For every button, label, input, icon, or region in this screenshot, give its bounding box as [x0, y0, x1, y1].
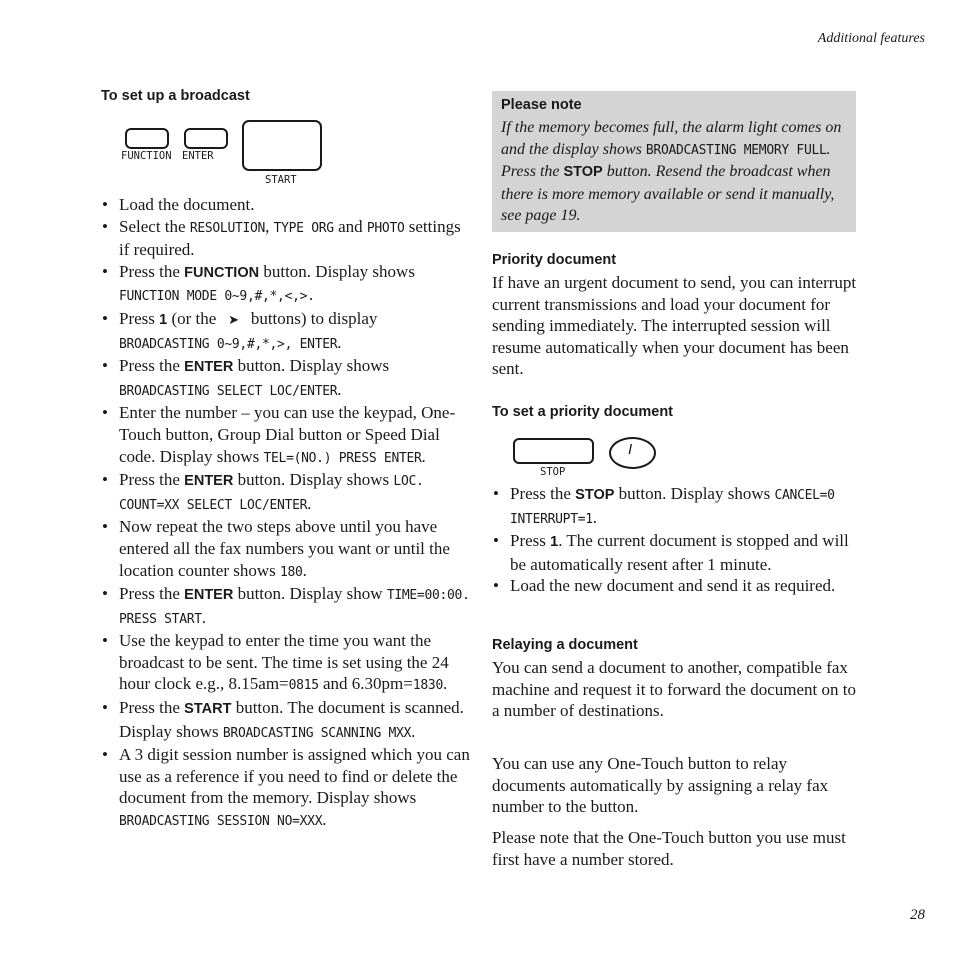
list-item: • Load the document.: [101, 194, 471, 216]
start-button-icon: [242, 120, 322, 171]
running-header: Additional features: [817, 31, 925, 46]
set-priority-heading: To set a priority document: [492, 404, 674, 420]
relay-paragraph-2: You can use any One-Touch button to relay documents automatically by assigning a relay fax number to the button.: [492, 754, 829, 817]
relay-heading: Relaying a document: [492, 637, 638, 653]
list-item: • Select the RESOLUTION, TYPE ORG and PHOTO settings if required.: [101, 216, 471, 261]
list-item: • A 3 digit session number is assigned which you can use as a reference if you need to find or delete the document from the memory. Display shows BROADCASTING SESSION NO=XXX.: [101, 744, 471, 832]
start-button-label: START: [265, 174, 297, 186]
please-note-box: [492, 91, 856, 232]
list-item: • Press the FUNCTION button. Display shows FUNCTION MODE 0~9,#,*,<,>.: [101, 261, 471, 308]
list-item: • Press the STOP button. Display shows CANCEL=0 INTERRUPT=1.: [492, 483, 862, 530]
enter-button-icon: [184, 128, 228, 149]
list-item: • Press the ENTER button. Display show TIME=00:00. PRESS START.: [101, 583, 471, 630]
list-item: • Use the keypad to enter the time you want the broadcast to be sent. The time is set using the 24 hour clock e.g., 8.15am=0815 and 6.30pm=1830.: [101, 630, 471, 697]
function-button-label: FUNCTION: [121, 150, 172, 162]
list-item: • Press the ENTER button. Display shows LOC. COUNT=XX SELECT LOC/ENTER.: [101, 469, 471, 516]
list-item: • Press the ENTER button. Display shows BROADCASTING SELECT LOC/ENTER.: [101, 355, 471, 402]
enter-button-label: ENTER: [182, 150, 214, 162]
relay-paragraph-3: Please note that the One-Touch button you use must first have a number stored.: [492, 828, 846, 869]
priority-paragraph: If have an urgent document to send, you can interrupt current transmissions and load your document for sending immediately. The interrupted session will resume automatically when your document has been sent.: [492, 273, 857, 379]
note-body: If the memory becomes full, the alarm light comes on and the display shows BROADCASTING MEMORY FULL. Press the STOP button. Resend the broadcast when there is more memory available or send it manually, see page 19.: [501, 119, 842, 224]
list-item: • Press 1 (or the ➤ buttons) to display BROADCASTING 0~9,#,*,>, ENTER.: [101, 308, 471, 355]
page-number: 28: [910, 907, 925, 923]
function-button-icon: [125, 128, 169, 149]
list-item: • Load the new document and send it as required.: [492, 575, 862, 597]
stop-button-label: STOP: [540, 466, 566, 478]
priority-heading: Priority document: [492, 252, 617, 268]
broadcast-heading: To set up a broadcast: [101, 88, 250, 104]
broadcast-steps: [101, 194, 471, 833]
list-item: • Now repeat the two steps above until you have entered all the fax numbers you want or until the location counter shows 180.: [101, 516, 471, 583]
list-item: • Press 1. The current document is stopped and will be automatically resent after 1 minute.: [492, 530, 862, 575]
one-button-label: I: [628, 441, 633, 458]
relay-paragraph-1: You can send a document to another, compatible fax machine and request it to forward the document on to a number of destinations.: [492, 658, 856, 721]
one-button-icon: [609, 437, 656, 469]
stop-button-icon: [513, 438, 594, 464]
arrow-right-icon: ➤: [228, 311, 240, 327]
priority-steps: [492, 483, 862, 597]
list-item: • Press the START button. The document is scanned. Display shows BROADCASTING SCANNING MXX.: [101, 697, 471, 744]
note-title: Please note: [501, 97, 582, 113]
list-item: • Enter the number – you can use the keypad, One-Touch button, Group Dial button or Speed Dial code. Display shows TEL=(NO.) PRESS ENTER.: [101, 402, 471, 469]
